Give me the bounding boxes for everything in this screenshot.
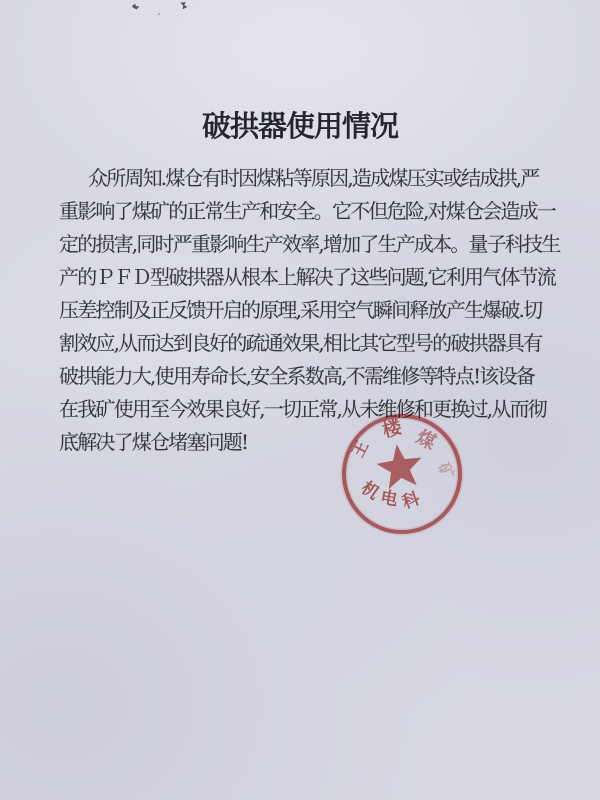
body-line-7: 破拱能力大,使用寿命长,安全系数高,不需维修等特点!该设备 [59,364,534,388]
body-line-8: 在我矿使用至今效果良好,一切正常,从未维修和更换过,从而彻 [59,397,546,421]
body-line-1: 众所周知.煤仓有时因煤粘等原因,造成煤压实或结成拱,严 [88,166,539,190]
body-line-4: 产的ＰＦＤ型破拱器从根本上解决了这些问题,它利用气体节流 [59,265,555,289]
seal-top-char-2: 楼 [379,415,405,443]
body-line-2: 重影响了煤矿的正常生产和安全。它不但危险,对煤仓会造成一 [59,199,555,223]
seal-bottom-char-2: 电 [378,487,400,511]
document-title: 破拱器使用情况 [201,111,398,143]
seal-star-icon [374,441,425,490]
seal-top-char-1: 王 [347,437,373,461]
body-line-5: 压差控制及正反馈开启的原理,采用空气瞬间释放产生爆破.切 [59,298,542,322]
body-line-3: 定的损害,同时严重影响生产效率,增加了生产成本。量子科技生 [59,232,560,256]
official-seal-stamp [330,402,480,547]
seal-bottom-char-1: 机 [357,477,383,505]
body-line-9: 底解决了煤仓堵塞问题! [59,430,248,454]
scan-artifact [158,13,160,15]
seal-top-char-3: 煤 [412,425,440,455]
scan-artifact [179,1,187,9]
seal-bottom-char-3: 科 [399,488,423,514]
body-line-6: 割效应,从而达到良好的疏通效果,相比其它型号的破拱器具有 [59,331,542,355]
seal-top-char-4: 矿 [434,459,458,483]
scan-artifact [131,3,139,10]
